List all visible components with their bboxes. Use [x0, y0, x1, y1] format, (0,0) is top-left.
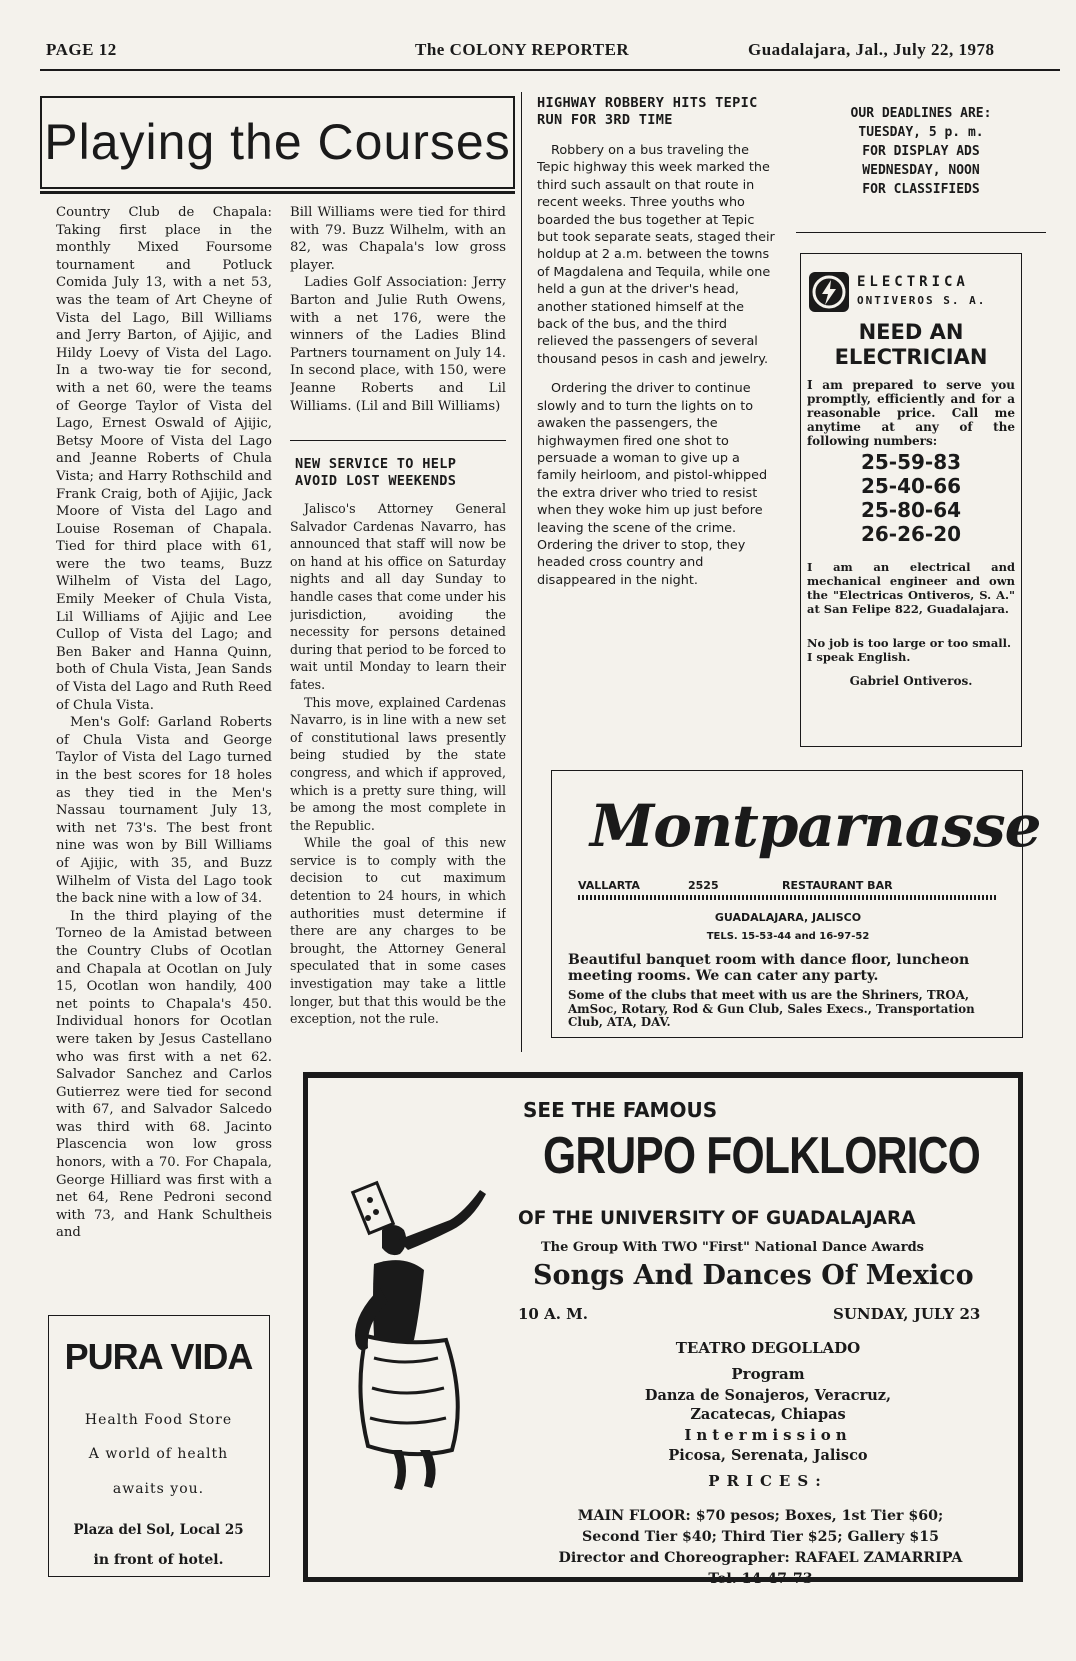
deadline-line: TUESDAY, 5 p. m.	[858, 125, 984, 140]
street-name: VALLARTA	[578, 879, 640, 892]
electrician-signature: Gabriel Ontiveros.	[849, 674, 973, 688]
service-article	[290, 500, 506, 1055]
brand-line-1: ELECTRICA	[857, 274, 969, 290]
folklorico-venue: TEATRO DEGOLLADO	[675, 1339, 861, 1357]
montparnasse-pitch: Beautiful banquet room with dance floor, luncheon meeting rooms. We can cater any party.	[568, 952, 970, 984]
service-headline: NEW SERVICE TO HELP AVOID LOST WEEKENDS	[295, 456, 457, 489]
intermission: Intermission	[684, 1426, 852, 1444]
program-label: Program	[731, 1365, 805, 1383]
service-para: This move, explained Cardenas Navarro, is in line with a new set of constitutional laws presently being studied by the state congress, and which if approved, which is a pretty sure thing, will be among the most complete in the Republic.	[290, 694, 506, 833]
deadlines-rule	[796, 232, 1046, 233]
deadline-line: WEDNESDAY, NOON	[862, 163, 980, 178]
folklorico-show: Songs And Dances Of Mexico	[533, 1260, 974, 1291]
folklorico-ad	[303, 1072, 1023, 1587]
phone-number: 26-26-20	[860, 522, 962, 546]
electrician-note: No job is too large or too small. I speak English.	[807, 636, 1012, 664]
courses-para: Ladies Golf Association: Jerry Barton and Julie Ruth Owens, with a net 176, were the winners of the Ladies Blind Partners tournament on July 14. In second place, with 150, were Jeanne Roberts and Lil Williams. (Lil and Bill Williams)	[290, 275, 506, 414]
header-rule	[40, 69, 1060, 71]
courses-column-1	[56, 204, 272, 1294]
montparnasse-clubs: Some of the clubs that meet with us are the Shriners, TROA, AmSoc, Rotary, Rod & Gun Club, Sales Execs., Transportation Club, ATA, DAV.	[568, 988, 975, 1029]
robbery-para: Ordering the driver to continue slowly and to turn the lights on to awaken the passengers, the highwaymen fired one shot to persuade a woman to give up a family heirloom, and pistol-whipped the extra driver who tried to resist when they woke him up just before leaving the scene of the crime. Ordering the driver to stop, they headed cross country and disappeared in the night.	[537, 381, 768, 588]
pura-vida-tagline-2: awaits you.	[112, 1481, 205, 1497]
pura-vida-tagline-1: A world of health	[88, 1446, 229, 1462]
folklorico-awards: The Group With TWO "First" National Dance Awards	[541, 1240, 924, 1255]
phone-number: 25-59-83	[860, 450, 962, 474]
newspaper-name: The COLONY REPORTER	[415, 40, 630, 59]
deadlines-box	[796, 104, 1046, 224]
phone-number: 25-40-66	[860, 474, 962, 498]
electrician-headline: NEED AN ELECTRICIAN	[834, 320, 988, 369]
phone-list	[811, 450, 1011, 546]
folklorico-name: GRUPO FOLKLORICO	[543, 1127, 980, 1185]
folklorico-time: 10 A. M.	[518, 1305, 589, 1323]
electrician-about: I am an electrical and mechanical engineer and own the "Electricas Ontiveros, S. A." at San Felipe 822, Guadalajara.	[807, 560, 1015, 616]
electrica-logo	[809, 272, 849, 312]
deadlines-title: OUR DEADLINES ARE:	[850, 106, 992, 121]
montparnasse-tels: TELS. 15-53-44 and 16-97-52	[706, 931, 870, 942]
folklorico-university: OF THE UNIVERSITY OF GUADALAJARA	[518, 1208, 916, 1229]
phone-number: 25-80-64	[860, 498, 962, 522]
service-para: While the goal of this new service is to comply with the decision to cut maximum detention to 24 hours, in which authorities must determine if there are any charges to be brought, the Attorney General speculated that in some cases investigation may take a little longer, but that this would be the exception, not the rule.	[290, 835, 506, 1027]
prices-block	[498, 1506, 1023, 1590]
venue-type: RESTAURANT BAR	[782, 879, 893, 892]
street-stripe	[578, 895, 998, 900]
deadline-line: FOR DISPLAY ADS	[862, 144, 980, 159]
robbery-article	[537, 142, 777, 752]
deadline-line: FOR CLASSIFIEDS	[862, 182, 980, 197]
prices-label: PRICES:	[708, 1472, 828, 1490]
pura-vida-ad	[48, 1315, 270, 1577]
folklorico-details	[518, 1334, 1018, 1496]
price-line: Second Tier $40; Third Tier $25; Gallery $15	[582, 1529, 939, 1545]
column-rule	[521, 92, 522, 1052]
pura-vida-location: in front of hotel.	[93, 1552, 224, 1568]
folklorico-tel: Tel. 14-47-73	[708, 1571, 813, 1587]
electrician-intro: I am prepared to serve you promptly, efficiently and for a reasonable price. Call me anytime at any of the following numbers:	[807, 378, 1015, 448]
director-line: Director and Choreographer: RAFAEL ZAMARRIPA	[558, 1550, 963, 1566]
program-line: Picosa, Serenata, Jalisco	[668, 1447, 868, 1464]
street-number: 2525	[688, 879, 719, 892]
montparnasse-city: GUADALAJARA, JALISCO	[714, 911, 862, 924]
program-line: Zacatecas, Chiapas	[690, 1406, 846, 1423]
courses-para: Bill Williams were tied for third with 79. Buzz Wilhelm, with an 82, was Chapala's low gross player.	[290, 205, 506, 273]
pura-vida-name: PURA VIDA	[64, 1336, 253, 1377]
page-number: PAGE 12	[46, 40, 117, 59]
folklorico-date: SUNDAY, JULY 23	[833, 1305, 981, 1323]
robbery-para: Robbery on a bus traveling the Tepic highway this week marked the third such assault on that route in recent weeks. Three youths who boarded the bus together at Tepic but took separate seats, staged their holdup at 2 a.m. between the towns of Magdalena and Tequila, while one held a gun at the driver's head, another stationed himself at the back of the bus, and the third relieved the passengers of several thousand pesos in cash and jewelry.	[537, 143, 775, 367]
price-line: MAIN FLOOR: $70 pesos; Boxes, 1st Tier $60;	[577, 1508, 944, 1524]
column-divider	[290, 440, 506, 441]
dancer-illustration	[330, 1168, 510, 1498]
courses-para: Men's Golf: Garland Roberts of Chula Vista and George Taylor of Vista del Lago turned in the best scores for 18 holes as they tied in the Men's Nassau tournament July 13, with net 73's. The best front nine was won by Bill Williams of Ajijic, with 35, and Buzz Wilhelm of Vista del Lago took the back nine with a low of 34.	[56, 715, 272, 907]
program-line: Danza de Sonajeros, Veracruz,	[644, 1387, 892, 1404]
dateline: Guadalajara, Jal., July 22, 1978	[748, 40, 995, 59]
courses-title-box	[40, 96, 515, 189]
brand-line-2: ONTIVEROS S. A.	[857, 294, 987, 307]
pura-vida-type: Health Food Store	[84, 1412, 233, 1428]
courses-column-2	[290, 204, 506, 434]
title-underline	[40, 191, 515, 194]
lightning-icon	[809, 272, 849, 312]
montparnasse-logo: Montparnasse	[590, 792, 1041, 860]
courses-para: In the third playing of the Torneo de la Amistad between the Country Clubs of Ocotlan and Chapala at Ocotlan on July 15, Ocotlan won handily, 400 net points to Chapala's 450. Individual honors for Ocotlan were taken by Jesus Castellano who was first with a net 62. Salvador Sanchez and Carlos Gutierrez were tied for second with 67, and Salvador Salcedo was third with 68. Jacinto Plascencia won low gross honors, with a 70. For Chapala, George Hilliard was first with a net 64, Rene Pedroni second with 73, and Hank Schultheis and	[56, 908, 272, 1241]
montparnasse-ad	[551, 770, 1041, 1038]
service-para: Jalisco's Attorney General Salvador Cardenas Navarro, has announced that staff will now be on hand at his office on Saturday nights and all day Sunday to handle cases that come under his jurisdiction, avoiding the necessity for persons detained during that period to be forced to wait until Monday to learn their fates.	[290, 501, 506, 692]
courses-para: Country Club de Chapala: Taking first place in the monthly Mixed Foursome tournament and Potluck Comida July 13, with a net 53, was the team of Art Cheyne of Vista del Lago, Bill Williams and Jerry Barton, of Ajijic, and Hildy Loevy of Vista del Lago. In a two-way tie for second, with a net 60, were the teams of George Taylor of Vista del Lago, Ernest Oswald of Ajijic, Betsy Moore of Vista del Lago and Jeanne Roberts of Chula Vista; and Harry Rothschild and Frank Craig, both of Ajijic, Jack Moore of Vista del Lago and Louise Roseman of Chapala. Tied for third place with 61, were the two teams, Buzz Wilhelm of Vista del Lago, Emily Meeker of Chula Vista, Lil Williams of Ajijic and Lee Cullop of Vista del Lago; and Ben Baker and Hanna Quinn, both of Chula Vista, Jean Sands of Vista del Lago and Ruth Reed of Chula Vista.	[56, 205, 272, 713]
robbery-headline: HIGHWAY ROBBERY HITS TEPIC RUN FOR 3RD TIME	[537, 95, 758, 128]
courses-title: Playing the Courses	[44, 114, 511, 170]
folklorico-see: SEE THE FAMOUS	[523, 1098, 718, 1122]
electrician-ad	[800, 253, 1022, 747]
pura-vida-address: Plaza del Sol, Local 25	[73, 1522, 244, 1538]
